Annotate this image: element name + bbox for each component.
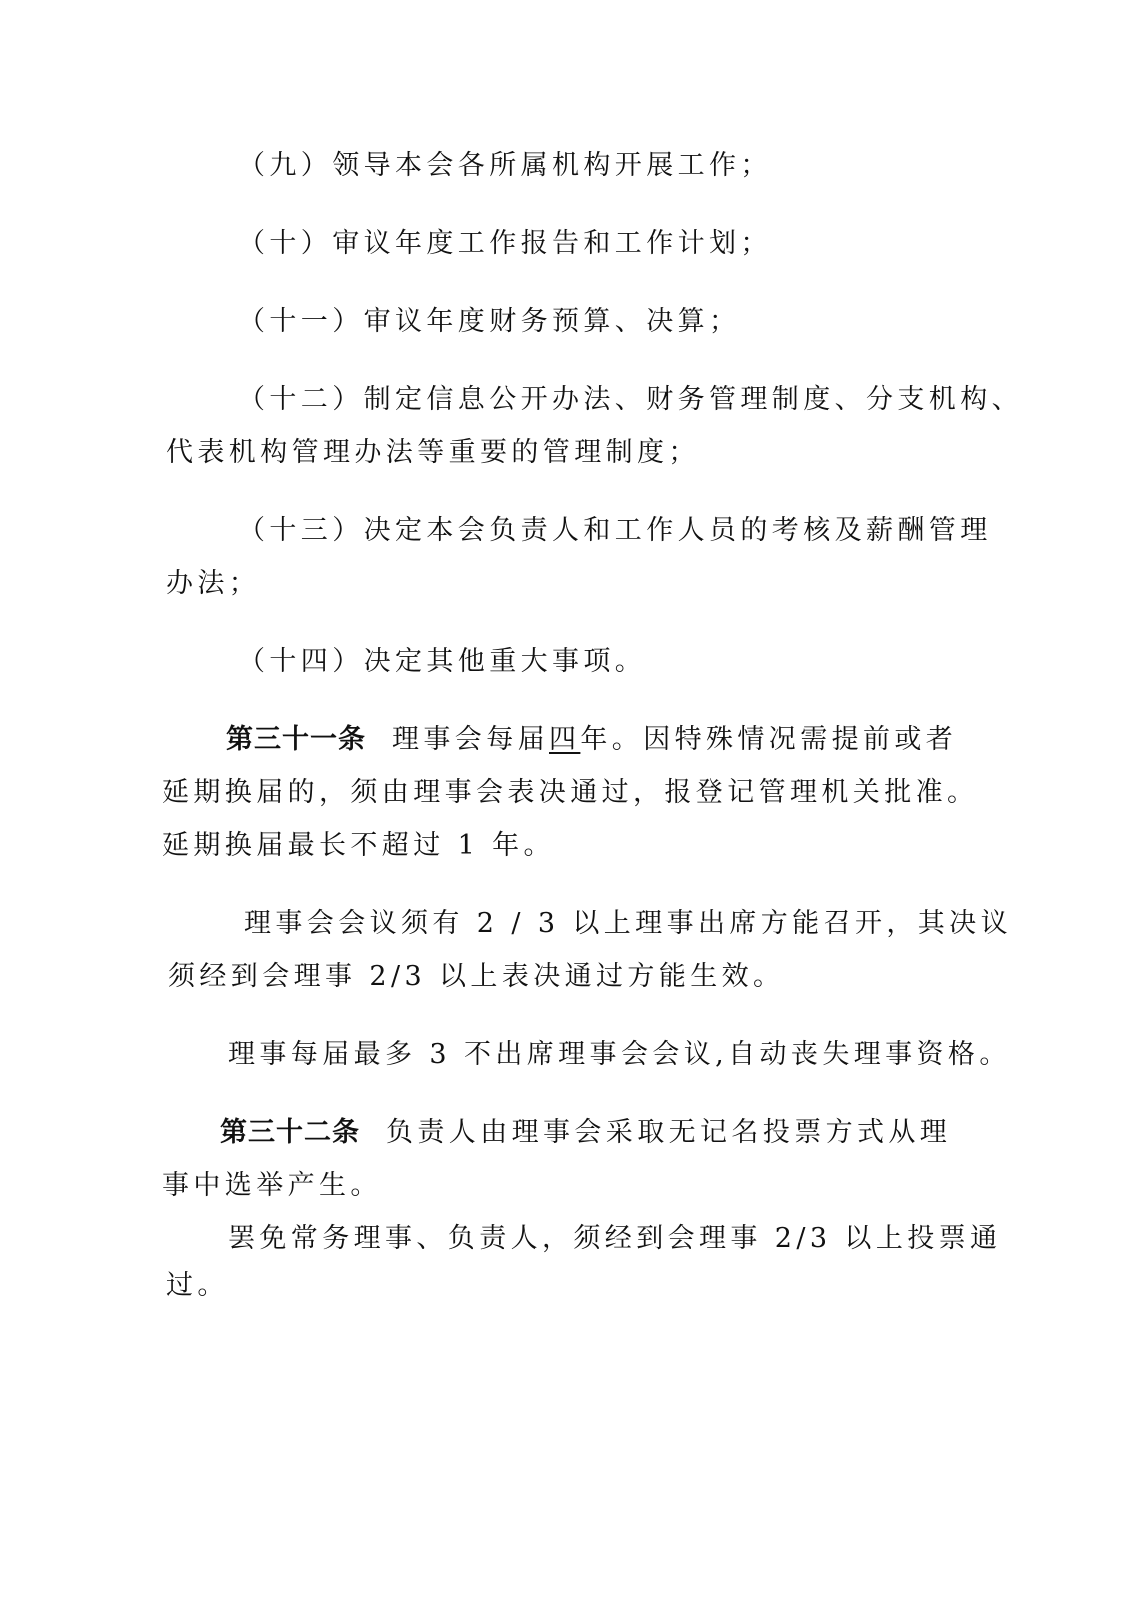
article-32-line-2: 事中选举产生。 [162, 1170, 382, 1201]
article-31-text-a: 理事会每届 [392, 724, 549, 755]
article-31-para-2-line-2: 须经到会理事 2/3 以上表决通过方能生效。 [168, 961, 785, 992]
article-31-para-2-line-1: 理事会会议须有 2 / 3 以上理事出席方能召开，其决议 [244, 908, 1012, 939]
article-31-para-3: 理事每届最多 3 不出席理事会会议,自动丧失理事资格。 [228, 1039, 1011, 1070]
article-31-term: 四 [549, 724, 581, 755]
list-item-10: （十）审议年度工作报告和工作计划； [238, 228, 772, 259]
list-item-11: （十一）审议年度财务预算、决算； [238, 306, 741, 337]
list-item-12-continued: 代表机构管理办法等重要的管理制度； [166, 437, 700, 468]
list-item-13: （十三）决定本会负责人和工作人员的考核及薪酬管理 [238, 515, 992, 546]
article-31-line-1 [226, 720, 957, 760]
article-31-text-b: 年。因特殊情况需提前或者 [580, 724, 958, 755]
list-item-13-continued: 办法； [166, 568, 261, 599]
article-31-heading: 第三十一条 [226, 724, 366, 755]
list-item-9: （九）领导本会各所属机构开展工作； [238, 150, 772, 181]
article-32-para-2-line-2: 过。 [166, 1270, 229, 1301]
article-32-text: 负责人由理事会采取无记名投票方式从理 [386, 1117, 952, 1148]
article-32-para-2-line-1: 罢免常务理事、负责人，须经到会理事 2/3 以上投票通 [228, 1223, 1002, 1254]
list-item-14: （十四）决定其他重大事项。 [238, 646, 647, 677]
article-32-heading: 第三十二条 [220, 1117, 360, 1148]
article-31-line-3: 延期换届最长不超过 1 年。 [162, 830, 555, 861]
list-item-12: （十二）制定信息公开办法、财务管理制度、分支机构、 [238, 384, 1023, 415]
article-31-line-2: 延期换届的，须由理事会表决通过，报登记管理机关批准。 [162, 777, 979, 808]
article-32-line-1 [220, 1113, 951, 1153]
